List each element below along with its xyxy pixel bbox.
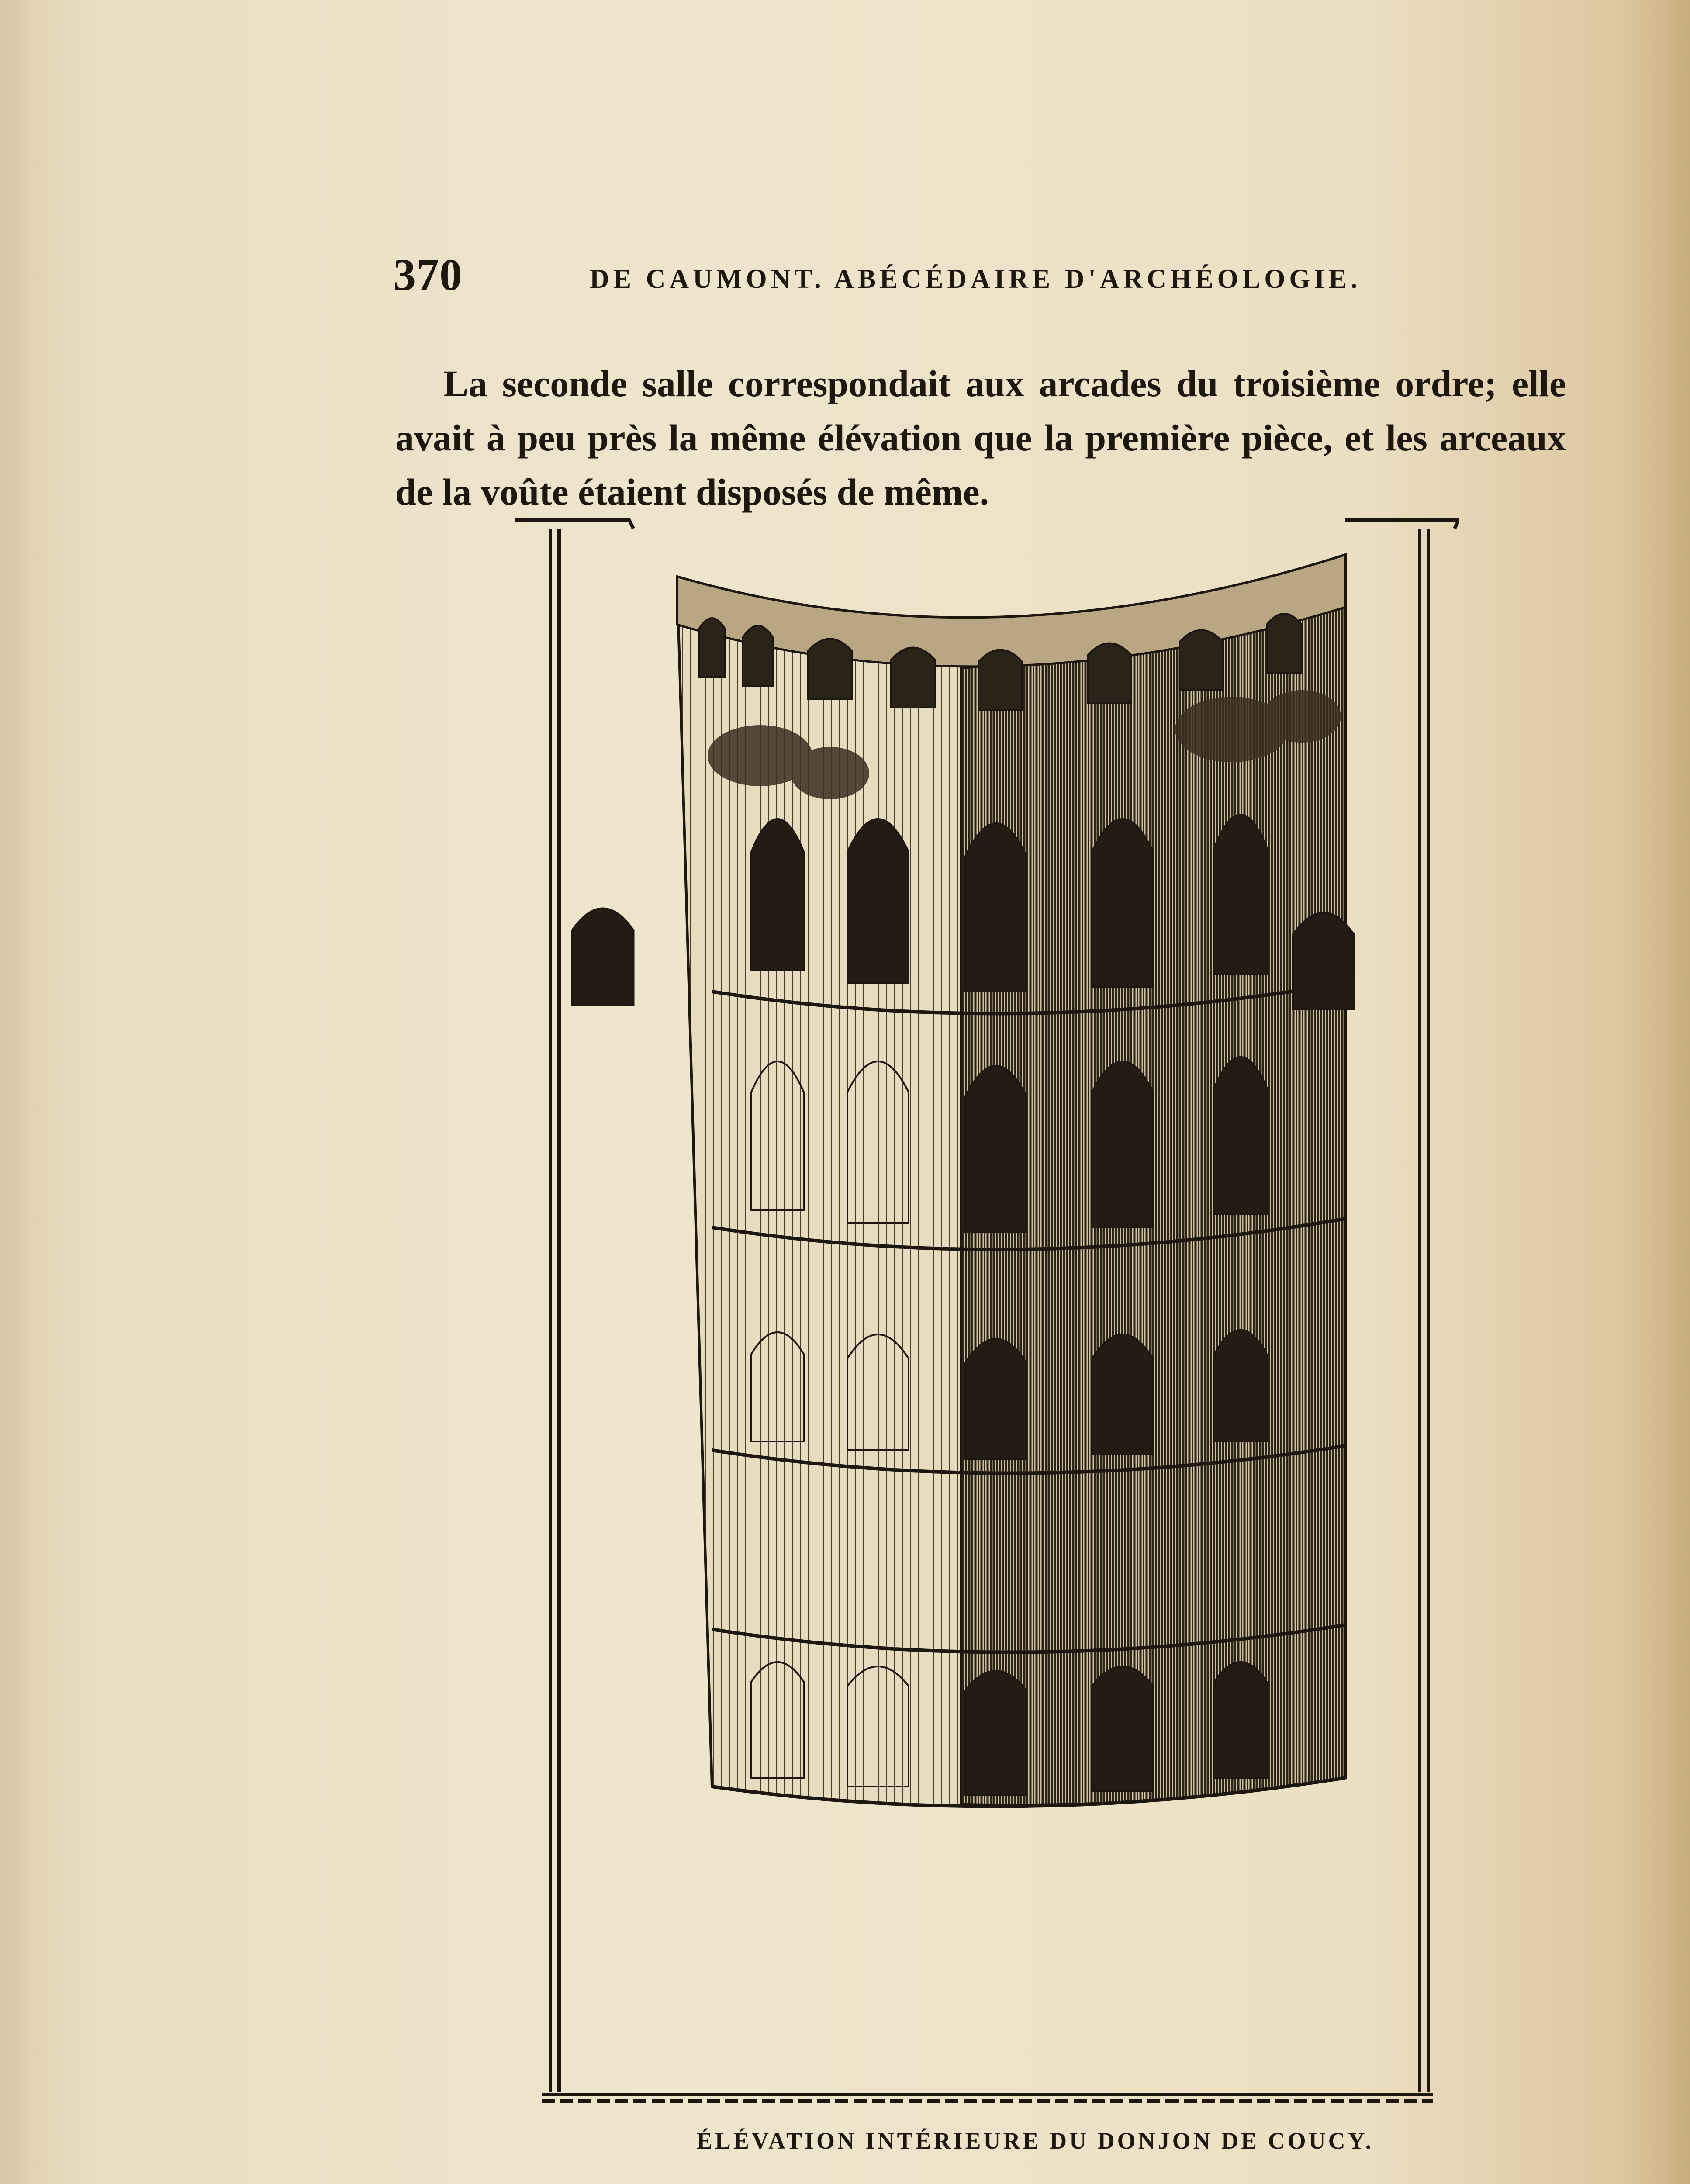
engraving-illustration: [515, 511, 1459, 2110]
engraving-donjon-de-coucy: [515, 511, 1459, 2110]
page-number: 370: [393, 250, 463, 300]
running-head: DE CAUMONT. ABÉCÉDAIRE D'ARCHÉOLOGIE.: [590, 264, 1362, 294]
page-edge-shadow: [0, 0, 31, 2184]
page-header: [393, 249, 1407, 310]
paragraph-1: La seconde salle correspondait aux arcades du troisième ordre; elle avait à peu près la même élévation que la première pièce, et les arceaux de la voûte étaient disposés de même.: [395, 363, 1566, 513]
figure-caption: ÉLÉVATION INTÉRIEURE DU DONJON DE COUCY.: [696, 2128, 1374, 2154]
